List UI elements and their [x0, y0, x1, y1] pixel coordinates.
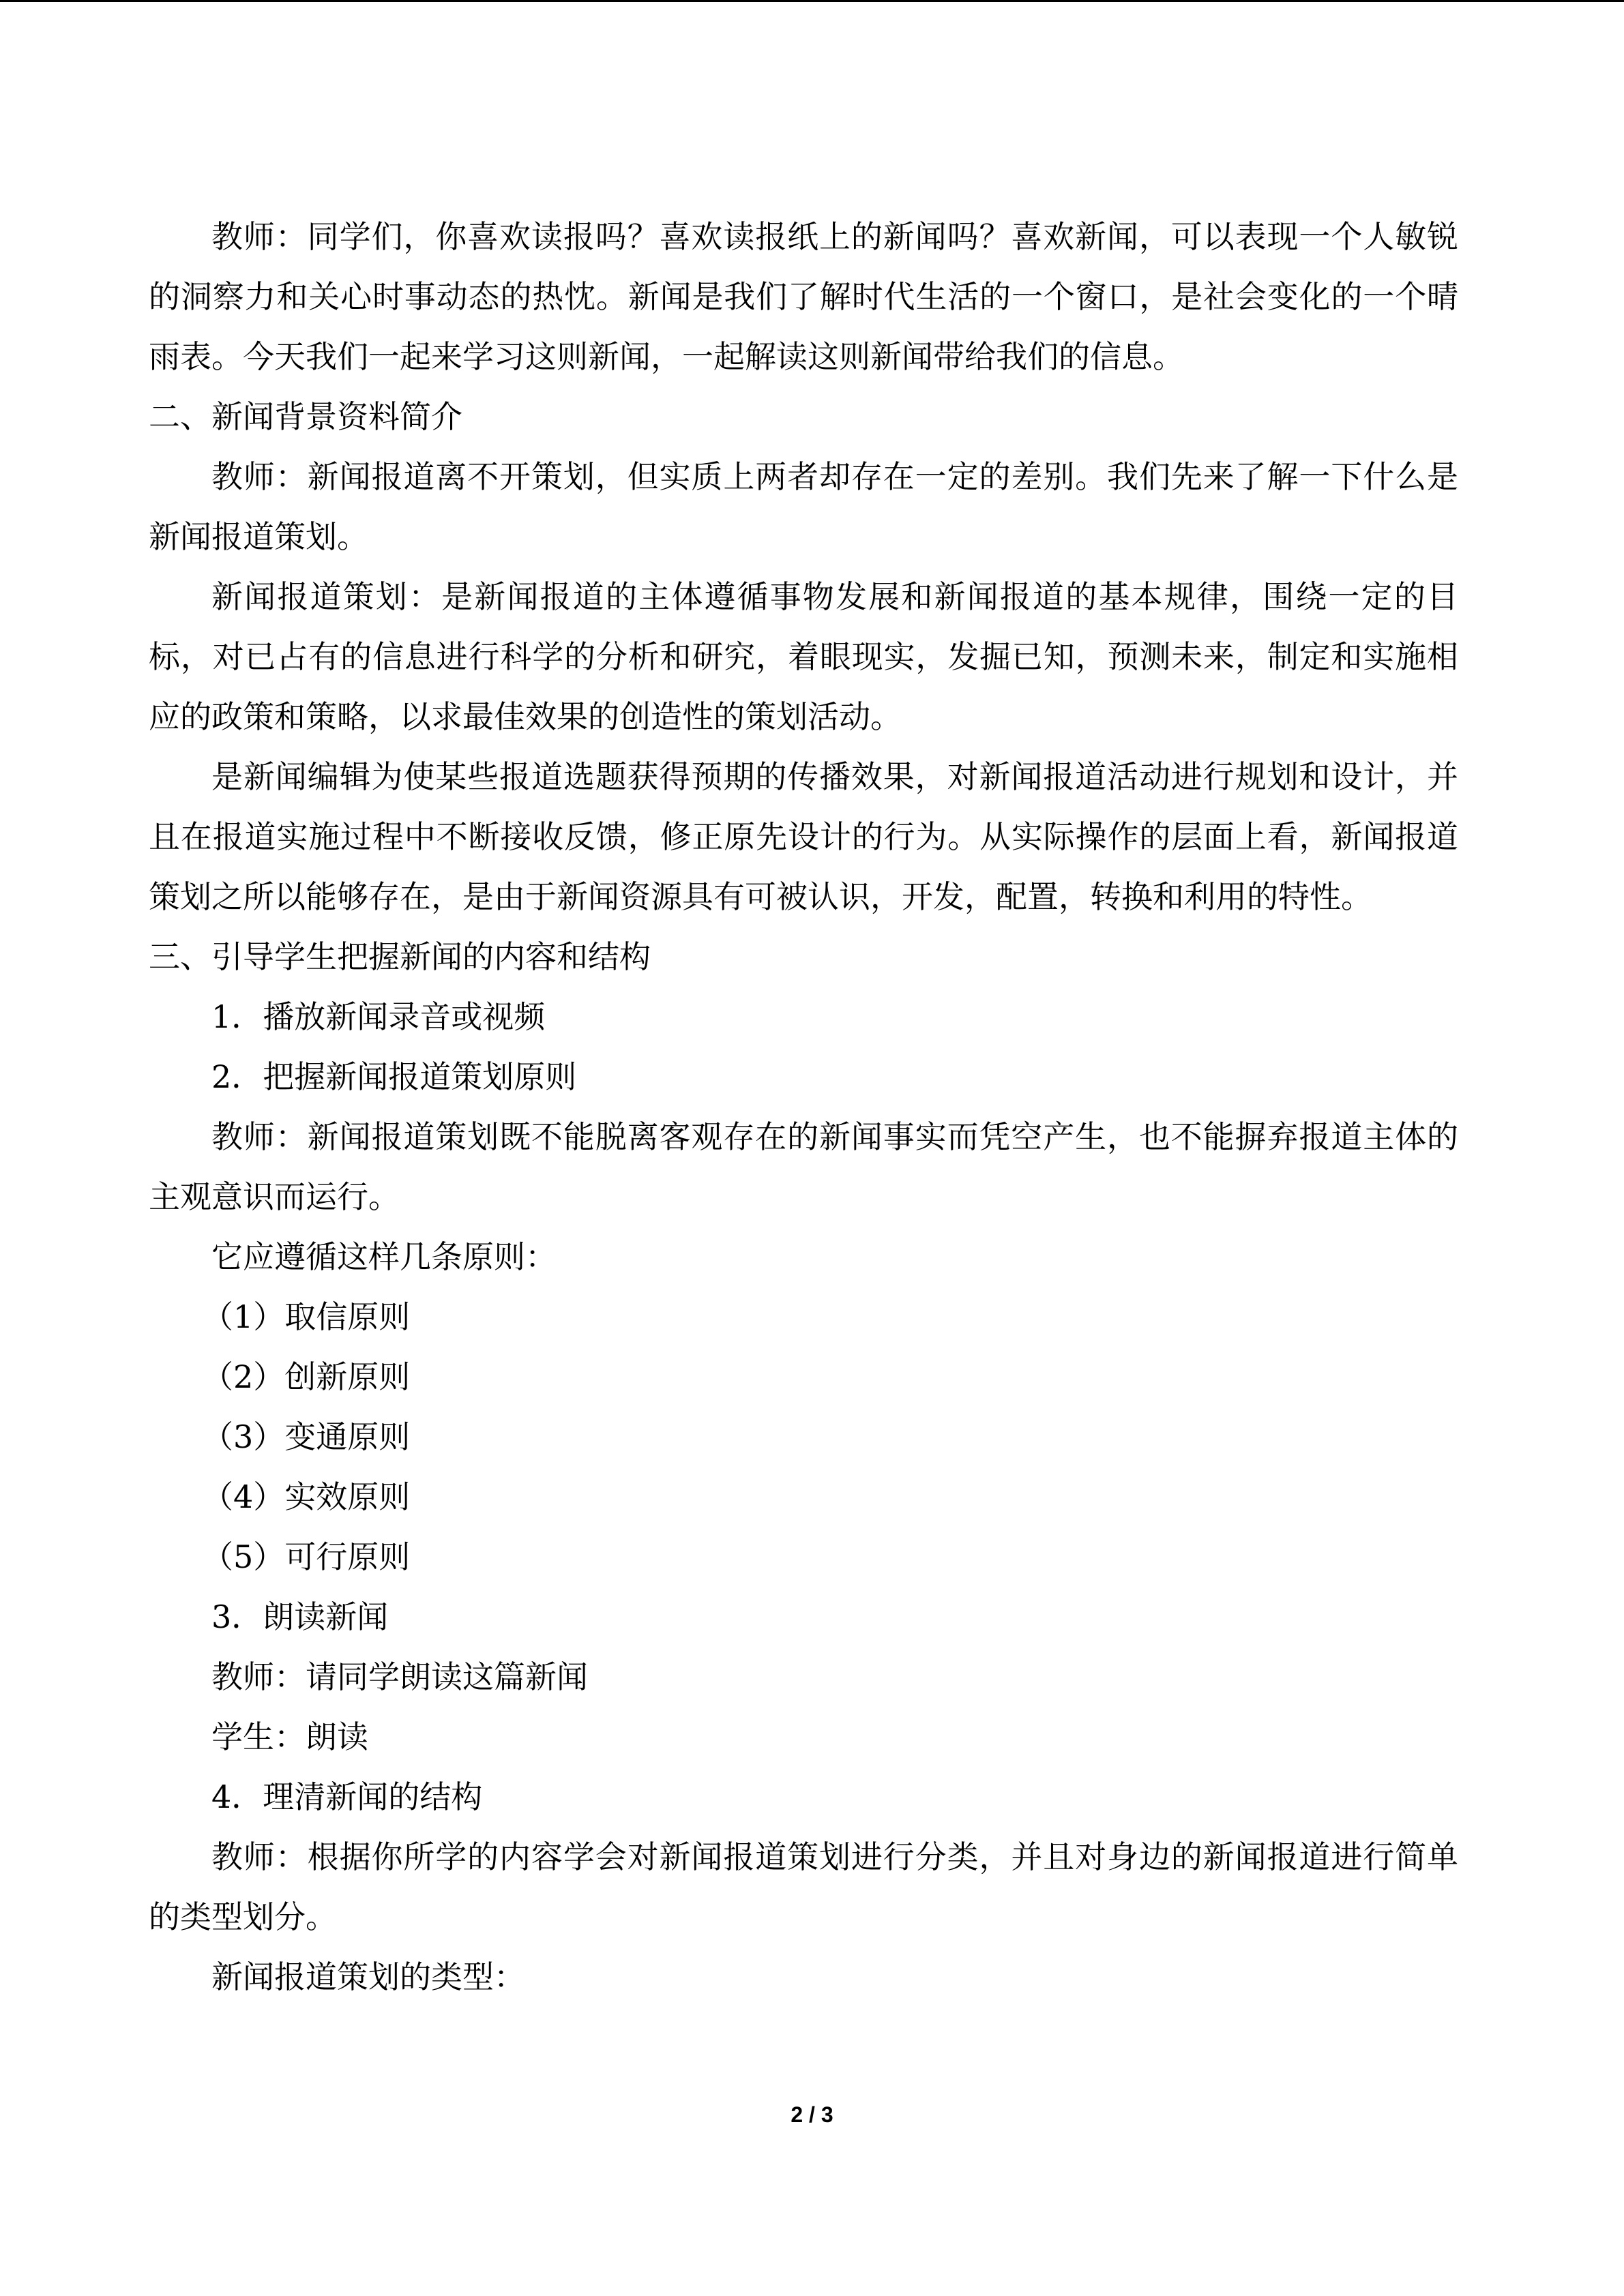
- dialogue-teacher: 教师：请同学朗读这篇新闻: [211, 1658, 588, 1695]
- paragraph-principles-intro: 教师：新闻报道策划既不能脱离客观存在的新闻事实而凭空产生，也不能摒弃报道主体的主观意识而运行。: [149, 1118, 1458, 1215]
- paragraph-intro: 教师：同学们，你喜欢读报吗？喜欢读报纸上的新闻吗？喜欢新闻，可以表现一个人敏锐的洞察力和关心时事动态的热忱。新闻是我们了解时代生活的一个窗口，是社会变化的一个晴雨表。今天我们一起来学习这则新闻，一起解读这则新闻带给我们的信息。: [149, 218, 1458, 375]
- list-item-1: 1．播放新闻录音或视频: [211, 998, 546, 1035]
- principles-lead: 它应遵循这样几条原则：: [211, 1238, 557, 1275]
- principle-item: （5）可行原则: [202, 1538, 411, 1575]
- paragraph-background: 教师：新闻报道离不开策划，但实质上两者却存在一定的差别。我们先来了解一下什么是新闻报道策划。: [149, 458, 1458, 555]
- list-item-3: 3．朗读新闻: [211, 1598, 389, 1635]
- section-heading-3: 三、引导学生把握新闻的内容和结构: [149, 938, 651, 975]
- paragraph-definition: 新闻报道策划：是新闻报道的主体遵循事物发展和新闻报道的基本规律，围绕一定的目标，对已占有的信息进行科学的分析和研究，着眼现实，发掘已知，预测未来，制定和实施相应的政策和策略，以求最佳效果的创造性的策划活动。: [149, 578, 1458, 735]
- principle-item: （2）创新原则: [202, 1358, 411, 1395]
- list-item-4: 4．理清新闻的结构: [211, 1778, 483, 1815]
- paragraph-classification: 教师：根据你所学的内容学会对新闻报道策划进行分类，并且对身边的新闻报道进行简单的类型划分。: [149, 1838, 1458, 1935]
- list-item-2: 2．把握新闻报道策划原则: [211, 1058, 577, 1095]
- page-number: 2 / 3: [791, 2102, 833, 2127]
- principle-item: （1）取信原则: [202, 1298, 411, 1335]
- paragraph-explanation: 是新闻编辑为使某些报道选题获得预期的传播效果，对新闻报道活动进行规划和设计，并且在报道实施过程中不断接收反馈，修正原先设计的行为。从实际操作的层面上看，新闻报道策划之所以能够存在，是由于新闻资源具有可被认识，开发，配置，转换和利用的特性。: [149, 758, 1458, 915]
- types-lead: 新闻报道策划的类型：: [211, 1958, 525, 1995]
- document-body: [149, 207, 1458, 2007]
- principle-item: （4）实效原则: [202, 1478, 411, 1515]
- section-heading-2: 二、新闻背景资料简介: [149, 398, 462, 435]
- dialogue-student: 学生：朗读: [211, 1718, 368, 1755]
- principle-item: （3）变通原则: [202, 1418, 411, 1455]
